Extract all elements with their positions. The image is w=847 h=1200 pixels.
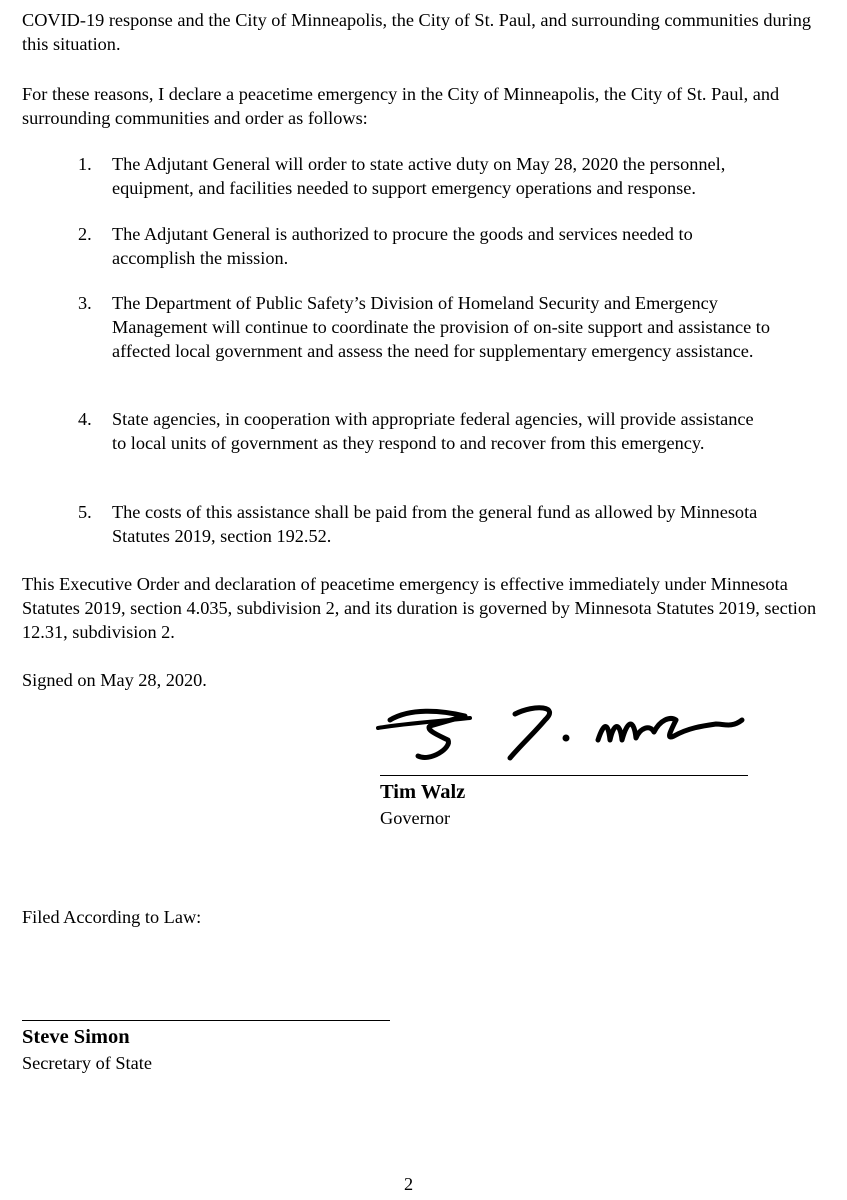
order-text: The Adjutant General will order to state active duty on May 28, 2020 the personnel, equipment, and facilities needed to support emergency operations and response.: [112, 154, 726, 198]
secretary-signature-line: [22, 1020, 390, 1021]
order-text: The Department of Public Safety’s Division of Homeland Security and Emergency Management will continue to coordinate the provision of on-site support and assistance to affected local government and assess the need for supplementary emergency assistance.: [112, 293, 770, 361]
order-text: The Adjutant General is authorized to procure the goods and services needed to accomplish the mission.: [112, 224, 693, 268]
page-number: 2: [404, 1174, 414, 1194]
order-text: State agencies, in cooperation with appropriate federal agencies, will provide assistance to local units of government as they respond to and recover from this emergency.: [112, 409, 754, 453]
order-number: 5.: [78, 502, 92, 522]
governor-signature: [370, 700, 760, 770]
effective-paragraph: This Executive Order and declaration of peacetime emergency is effective immediately under Minnesota Statutes 2019, section 4.035, subdivision 2, and its duration is governed by Minnesota Statutes 2019, section 12.31, subdivision 2.: [22, 574, 817, 642]
filed-label: Filed According to Law:: [22, 907, 202, 927]
declaration-paragraph: For these reasons, I declare a peacetime emergency in the City of Minneapolis, the City of St. Paul, and surrounding communities and order as follows:: [22, 84, 780, 128]
order-text: The costs of this assistance shall be paid from the general fund as allowed by Minnesota Statutes 2019, section 192.52.: [112, 502, 758, 546]
signed-date: Signed on May 28, 2020.: [22, 670, 207, 690]
intro-paragraph: COVID-19 response and the City of Minneapolis, the City of St. Paul, and surrounding communities during this situation.: [22, 10, 812, 54]
order-number: 2.: [78, 224, 92, 244]
governor-name: Tim Walz: [380, 781, 466, 803]
order-number: 3.: [78, 293, 92, 313]
governor-title: Governor: [380, 808, 451, 828]
secretary-name: Steve Simon: [22, 1026, 130, 1048]
governor-signature-line: [380, 775, 748, 776]
order-number: 1.: [78, 154, 92, 174]
secretary-title: Secretary of State: [22, 1053, 152, 1073]
order-number: 4.: [78, 409, 92, 429]
